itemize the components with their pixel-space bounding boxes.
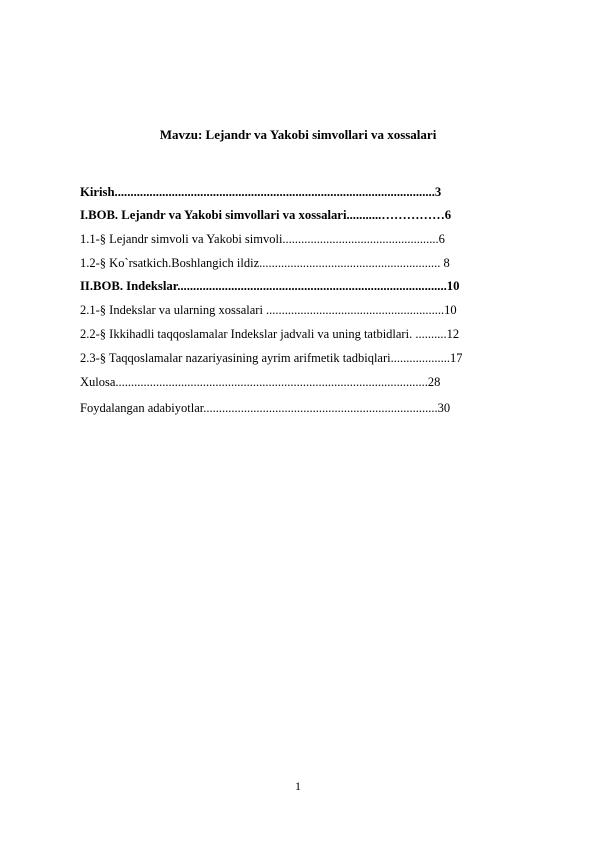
toc-entry-bibliography: Foydalangan adabiyotlar...........................................................................30	[80, 401, 451, 415]
toc-entry-chapter-2: II.BOB. Indekslar.....................................................................................10	[80, 279, 460, 293]
toc-entry-section-2-3: 2.3-§ Taqqoslamalar nazariyasining ayrim arifmetik tadbiqlari...................17	[80, 351, 463, 365]
toc-entry-section-1-2: 1.2-§ Ko`rsatkich.Boshlangich ildiz.......................................................... 8	[80, 256, 450, 270]
toc-entry-chapter-1: I.BOB. Lejandr va Yakobi simvollari va xossalari...........……………6	[80, 208, 452, 222]
page-number: 1	[295, 779, 301, 793]
toc-entry-section-2-1: 2.1-§ Indekslar va ularning xossalari .........................................................10	[80, 303, 457, 317]
toc-entry-kirish: Kirish.....................................................................................................3	[80, 185, 442, 199]
toc-entry-section-1-1: 1.1-§ Lejandr simvoli va Yakobi simvoli..................................................6	[80, 232, 445, 246]
toc-entry-xulosa: Xulosa....................................................................................................28	[80, 375, 441, 389]
toc-entry-section-2-2: 2.2-§ Ikkihadli taqqoslamalar Indekslar jadvali va uning tatbidlari. ..........12	[80, 327, 460, 341]
document-title: Mavzu: Lejandr va Yakobi simvollari va xossalari	[159, 127, 437, 142]
